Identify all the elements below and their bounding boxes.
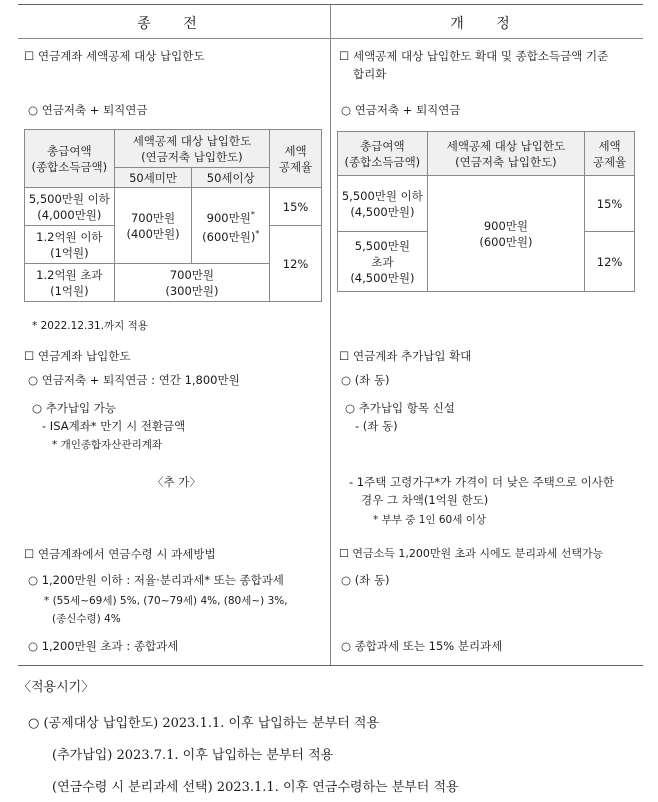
after-section-limit: ☐ 세액공제 대상 납입한도 확대 및 종합소득금액 기준: [339, 49, 609, 63]
cell-limit: 900만원 (600만원): [427, 176, 584, 292]
cell-income-3: 1.2억원 초과 (1억원): [25, 264, 115, 302]
before-item-annual: ○ 연금저축 + 퇴직연금 : 연간 1,800만원: [28, 373, 240, 387]
cell-rate-12: 12%: [270, 226, 322, 302]
before-section-payment: ☐ 연금계좌 납입한도: [24, 349, 131, 363]
after-section-tax: ☐ 연금소득 1,200만원 초과 시에도 분리과세 선택가능: [339, 547, 604, 560]
th-limit: 세액공제 대상 납입한도 (연금저축 납입한도): [427, 132, 584, 176]
cell-rate-15: 15%: [270, 188, 322, 226]
period-item-2: (추가납입) 2023.7.1. 이후 납입하는 분부터 적용: [52, 748, 334, 763]
th-income: 총급여액 (종합소득금액): [338, 132, 428, 176]
cell-income-1: 5,500만원 이하 (4,500만원): [338, 176, 428, 232]
header-before: 종 전: [137, 16, 211, 32]
comparison-table: [18, 4, 643, 666]
header-after: 개 정: [450, 16, 524, 32]
th-limit: 세액공제 대상 납입한도 (연금저축 납입한도): [114, 130, 269, 168]
before-item-over-12m: ○ 1,200만원 초과 : 종합과세: [28, 639, 179, 653]
before-subitem-isa: - ISA계좌* 만기 시 전환금액: [42, 419, 186, 433]
after-column: [331, 39, 643, 665]
after-section-payment: ☐ 연금계좌 추가납입 확대: [339, 349, 472, 363]
before-footnote-isa: * 개인종합자산관리계좌: [52, 439, 163, 451]
period-item-3: (연금수령 시 분리과세 선택) 2023.1.1. 이후 연금수령하는 분부터 적용: [52, 780, 459, 795]
cell-income-2: 5,500만원 초과 (4,500만원): [338, 232, 428, 292]
before-footnote-rates: * (55세~69세) 5%, (70~79세) 4%, (80세~) 3%,: [44, 595, 288, 607]
after-limit-table: [337, 131, 635, 292]
cell-under50-limit: 700만원 (400만원): [114, 188, 192, 264]
before-item-extra: ○ 추가납입 가능: [32, 401, 116, 415]
after-item-new: ○ 추가납입 항목 신설: [345, 401, 455, 415]
after-subitem-same: - (좌 동): [355, 419, 398, 433]
before-column: [18, 39, 330, 665]
after-footnote-couple: * 부부 중 1인 60세 이상: [373, 514, 486, 526]
th-under50: 50세미만: [114, 168, 192, 188]
before-section-limit: ☐ 연금계좌 세액공제 대상 납입한도: [24, 49, 205, 63]
period-title: 〈적용시기〉: [18, 680, 95, 695]
after-subitem-house-cont: 경우 그 차액(1억원 한도): [361, 493, 489, 507]
after-item-same-1: ○ (좌 동): [341, 373, 390, 387]
cell-rate-15: 15%: [585, 176, 635, 232]
th-over50: 50세이상: [192, 168, 270, 188]
before-item-pension: ○ 연금저축 + 퇴직연금: [28, 103, 148, 117]
cell-income-2: 1.2억원 이하 (1억원): [25, 226, 115, 264]
period-item-1: ○ (공제대상 납입한도) 2023.1.1. 이후 납입하는 분부터 적용: [28, 716, 380, 731]
cell-limit-3: 700만원 (300만원): [114, 264, 269, 302]
before-limit-table: [24, 129, 322, 302]
cell-over50-limit: 900만원* (600만원)*: [192, 188, 270, 264]
after-item-tax-option: ○ 종합과세 또는 15% 분리과세: [341, 639, 503, 653]
after-item-same-2: ○ (좌 동): [341, 573, 390, 587]
th-income: 총급여액 (종합소득금액): [25, 130, 115, 188]
th-rate: 세액 공제율: [270, 130, 322, 188]
before-item-under-12m: ○ 1,200만원 이하 : 저율·분리과세* 또는 종합과세: [28, 573, 284, 587]
before-section-tax: ☐ 연금계좌에서 연금수령 시 과세방법: [24, 547, 216, 561]
after-section-limit-cont: 합리화: [353, 67, 387, 81]
cell-rate-12: 12%: [585, 232, 635, 292]
before-footnote-lifetime: (종신수령) 4%: [52, 613, 121, 625]
after-subitem-house: - 1주택 고령가구*가 가격이 더 낮은 주택으로 이사한: [349, 475, 614, 489]
cell-income-1: 5,500만원 이하 (4,000만원): [25, 188, 115, 226]
before-footnote: * 2022.12.31.까지 적용: [32, 320, 148, 332]
th-rate: 세액 공제율: [585, 132, 635, 176]
after-item-pension: ○ 연금저축 + 퇴직연금: [341, 103, 461, 117]
before-added: 〈추 가〉: [152, 475, 201, 489]
